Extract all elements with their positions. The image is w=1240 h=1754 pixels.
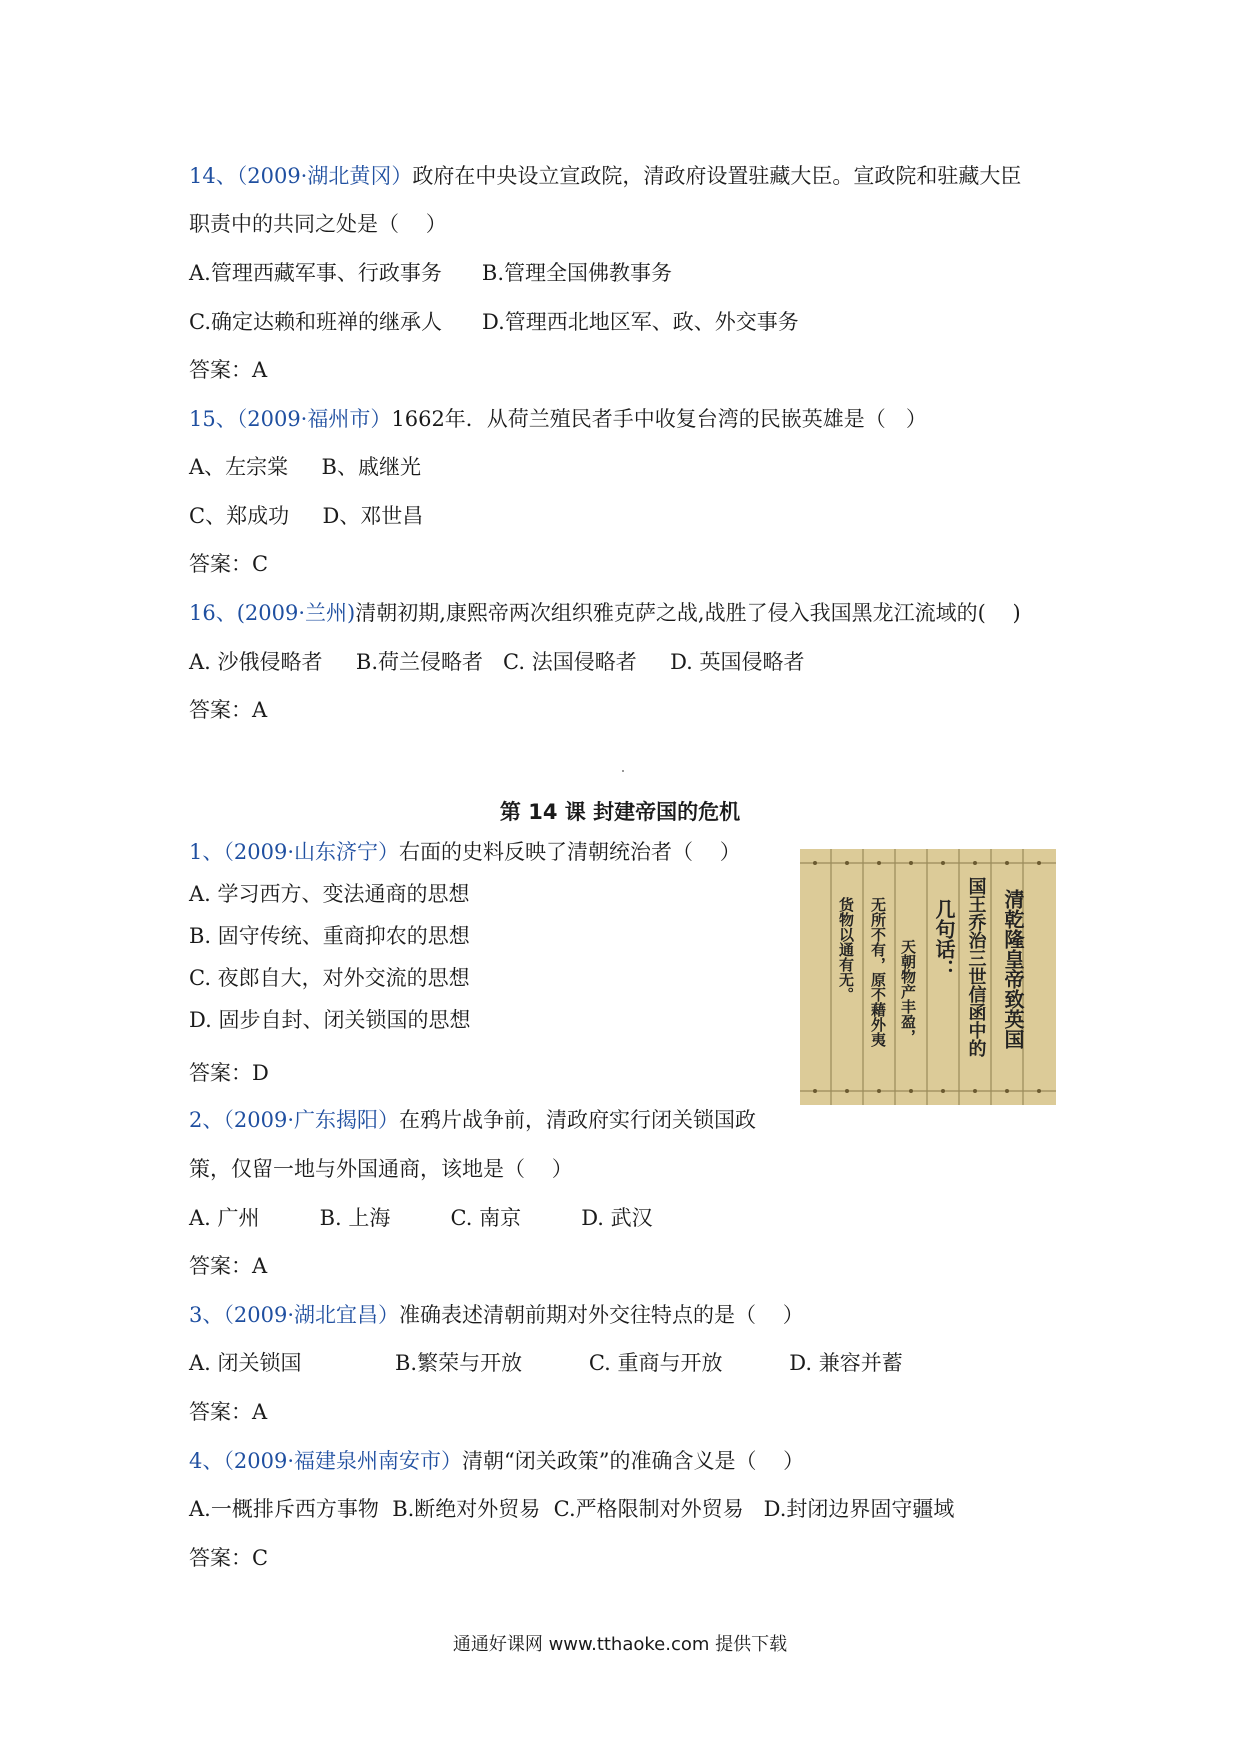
bamboo-slips-image (800, 849, 1056, 1105)
l1-source: （2009·山东济宁） (223, 840, 399, 864)
l2-source: （2009·广东揭阳） (223, 1108, 399, 1132)
l4-stem-text: 清朝“闭关政策”的准确含义是（ ） (462, 1449, 805, 1473)
l1-stem-text: 右面的史料反映了清朝统治者（ ） (399, 840, 741, 864)
q16-answer: 答案：A (189, 698, 268, 722)
q14-stem-line1 (189, 162, 1021, 190)
q14-options-2: C.确定达赖和班禅的继承人 D.管理西北地区军、政、外交事务 (189, 310, 799, 334)
q16-stem-text: 清朝初期,康熙帝两次组织雅克萨之战,战胜了侵入我国黑龙江流域的( ) (355, 601, 1021, 625)
lesson-title: 第 14 课 封建帝国的危机 (499, 800, 741, 824)
l1-answer: 答案：D (189, 1061, 269, 1085)
slip-col-1: 清乾隆皇帝致英国 (1001, 889, 1025, 1049)
q15-source: （2009·福州市） (236, 407, 392, 431)
slip-col-5: 无所不有，原不藉外夷 (869, 897, 887, 1047)
page-dot (622, 770, 624, 772)
l1-option-d: D. 固步自封、闭关锁国的思想 (189, 1008, 471, 1032)
slip-col-3: 几句话： (932, 899, 956, 979)
l2-answer: 答案：A (189, 1254, 268, 1278)
q16-source: (2009·兰州) (236, 601, 356, 625)
l1-option-a: A. 学习西方、变法通商的思想 (189, 882, 470, 906)
l4-answer: 答案：C (189, 1546, 269, 1570)
q14-stem-line2: 职责中的共同之处是（ ） (189, 212, 447, 236)
l2-options: A. 广州 B. 上海 C. 南京 D. 武汉 (189, 1206, 653, 1230)
l1-stem (189, 838, 741, 866)
l4-stem (189, 1447, 804, 1475)
q15-number: 15、 (189, 407, 237, 431)
l3-answer: 答案：A (189, 1400, 268, 1424)
l2-stem (189, 1106, 756, 1134)
q15-options-2: C、郑成功 D、邓世昌 (189, 504, 424, 528)
q14-source: （2009·湖北黄冈） (236, 164, 413, 188)
page-footer: 通通好课网 www.tthaoke.com 提供下载 (452, 1634, 788, 1655)
q15-stem-text: 1662年．从荷兰殖民者手中收复台湾的民嵌英雄是（ ） (391, 407, 927, 431)
q15-options-1: A、左宗棠 B、戚继光 (189, 455, 421, 479)
l3-stem (189, 1301, 804, 1329)
l1-option-c: C. 夜郎自大，对外交流的思想 (189, 966, 470, 990)
l3-options: A. 闭关锁国 B.繁荣与开放 C. 重商与开放 D. 兼容并蓄 (189, 1351, 903, 1375)
l1-number: 1、 (189, 840, 224, 864)
l2-number: 2、 (189, 1108, 224, 1132)
q14-number: 14、 (189, 164, 237, 188)
l3-stem-text: 准确表述清朝前期对外交往特点的是（ ） (399, 1303, 804, 1327)
l3-source: （2009·湖北宜昌） (223, 1303, 399, 1327)
q15-stem (189, 405, 927, 433)
q16-number: 16、 (189, 601, 237, 625)
l4-options: A.一概排斥西方事物 B.断绝对外贸易 C.严格限制对外贸易 D.封闭边界固守疆域 (189, 1497, 955, 1521)
slip-col-2: 国王乔治三世信函中的 (965, 877, 987, 1057)
l1-option-b: B. 固守传统、重商抑农的思想 (189, 924, 470, 948)
q14-answer: 答案：A (189, 358, 268, 382)
q14-options-1: A.管理西藏军事、行政事务 B.管理全国佛教事务 (189, 261, 672, 285)
slip-col-4: 天朝物产丰盈， (899, 939, 917, 1044)
q16-stem (189, 599, 1021, 627)
l4-source: （2009·福建泉州南安市） (223, 1449, 462, 1473)
l2-stem-line2: 策，仅留一地与外国通商，该地是（ ） (189, 1157, 573, 1181)
q14-stem-text: 政府在中央设立宣政院，清政府设置驻藏大臣。宣政院和驻藏大臣 (412, 164, 1022, 188)
slip-col-6: 货物以通有无。 (837, 897, 855, 1002)
q15-answer: 答案：C (189, 552, 269, 576)
l3-number: 3、 (189, 1303, 224, 1327)
l4-number: 4、 (189, 1449, 224, 1473)
q16-options: A. 沙俄侵略者 B.荷兰侵略者 C. 法国侵略者 D. 英国侵略者 (189, 650, 805, 674)
l2-stem-text: 在鸦片战争前，清政府实行闭关锁国政 (399, 1108, 756, 1132)
